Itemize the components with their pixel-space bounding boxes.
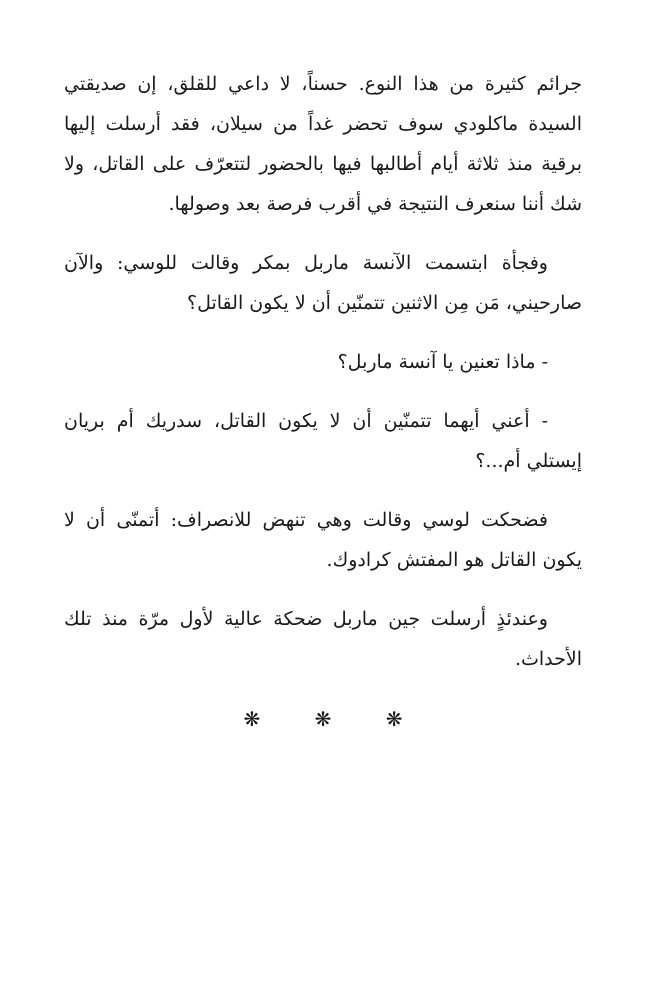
paragraph-6: وعندئذٍ أرسلت جين ماربل ضحكة عالية لأول مرّة منذ تلك الأحداث. [64,608,582,670]
book-page [64,64,582,739]
paragraph-3-dialogue: - ماذا تعنين يا آنسة ماربل؟ [337,351,548,373]
section-break-ornament: ❋ ❋ ❋ [243,707,427,731]
paragraph-1: جرائم كثيرة من هذا النوع. حسناً، لا داعي للقلق، إن صديقتي السيدة ماكلودي سوف تحضر غداً من سيلان، فقد أرسلت إليها برقية منذ ثلاثة أيام أطالبها فيها بالحضور لتتعرّف على القاتل، ولا شك أننا سنعرف النتيجة في أقرب فرصة بعد وصولها. [64,73,582,215]
paragraph-4-dialogue: - أعني أيهما تتمنّين أن لا يكون القاتل، سدريك أم بريان إيستلي أم...؟ [64,410,582,472]
paragraph-5: فضحكت لوسي وقالت وهي تنهض للانصراف: أتمنّى أن لا يكون القاتل هو المفتش كرادوك. [64,509,582,571]
paragraph-2: وفجأة ابتسمت الآنسة ماربل بمكر وقالت للوسي: والآن صارحيني، مَن مِن الاثنين تتمنّين أن لا يكون القاتل؟ [64,252,582,314]
